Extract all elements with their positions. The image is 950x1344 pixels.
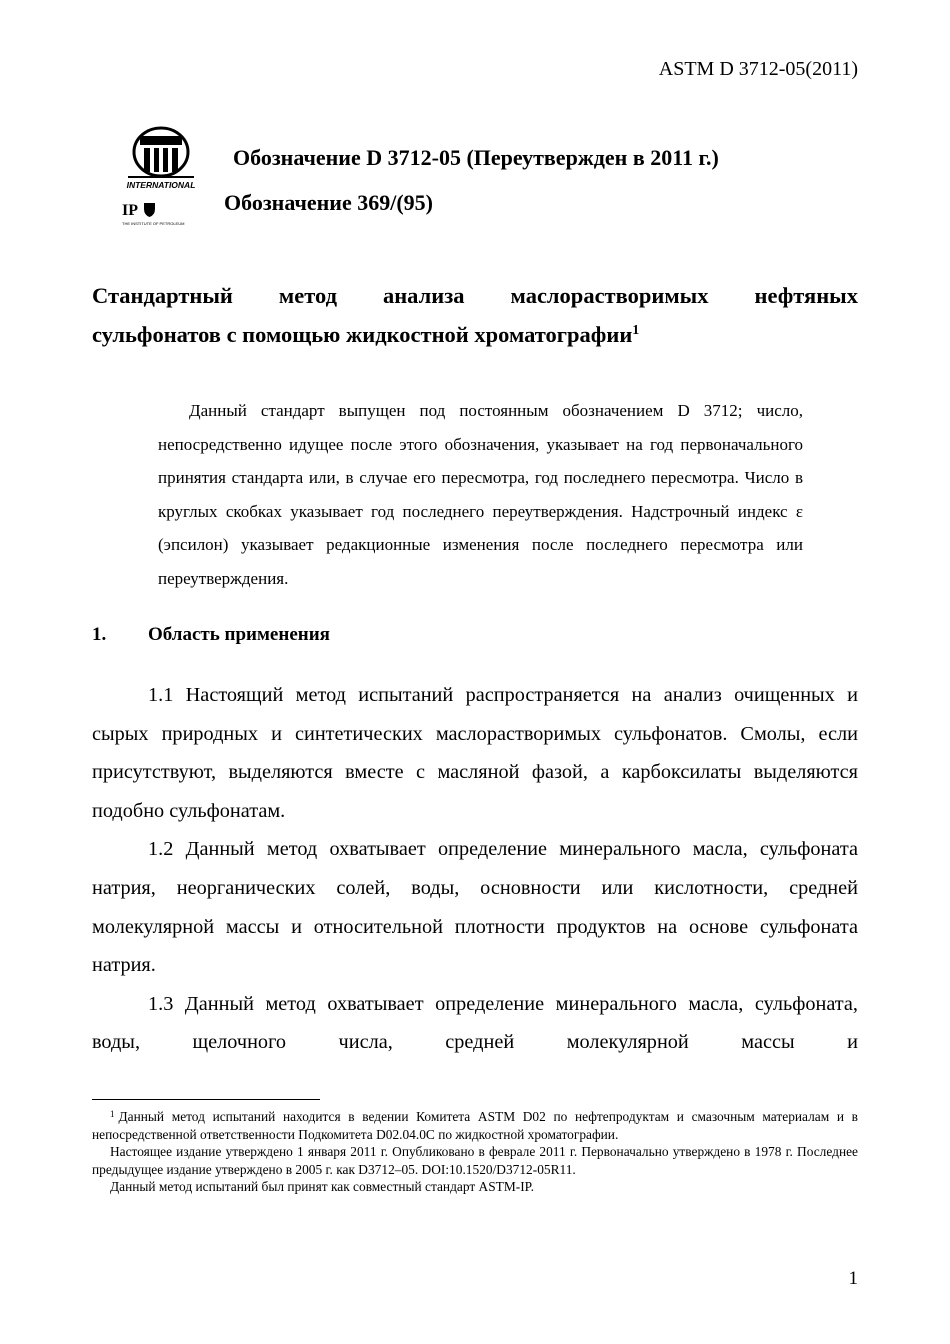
page-number: 1 <box>848 1268 858 1289</box>
footnote-1 <box>92 1108 858 1143</box>
paragraph-1-3: 1.3 Данный метод охватывает определение минерального масла, сульфоната, воды, щелочного числа, средней молекулярной массы и <box>92 992 858 1054</box>
footnote-separator <box>92 1099 320 1100</box>
paragraph-1-1: 1.1 Настоящий метод испытаний распространяется на анализ очищенных и сырых природных и синтетических маслорастворимых сульфонатов. Смолы, если присутствуют, выделяются вместе с масляной фазой, а карбоксилаты выделяются подобно сульфонатам. <box>92 684 858 822</box>
title-line-2 <box>92 315 858 354</box>
footnotes <box>92 1108 858 1196</box>
astm-logo <box>122 126 200 192</box>
paragraph-1-2: 1.2 Данный метод охватывает определение минерального масла, сульфоната натрия, неорганических солей, воды, основности или кислотности, средней молекулярной массы и относительной плотности продуктов на основе сульфоната натрия. <box>92 838 858 977</box>
section-heading <box>92 624 330 646</box>
footnote-3: Данный метод испытаний был принят как совместный стандарт ASTM-IP. <box>110 1179 534 1195</box>
section-title: Область применения <box>148 624 330 645</box>
svg-text:THE INSTITUTE OF PETROLEUM: THE INSTITUTE OF PETROLEUM <box>122 221 185 226</box>
ip-designation: Обозначение 369/(95) <box>224 190 434 215</box>
footnote-1-text: Данный метод испытаний находится в ведении Комитета ASTM D02 по нефтепродуктам и смазочным материалам и в непосредственной ответственности Подкомитета D02.04.0C по жидкостной хроматографии. <box>92 1109 858 1142</box>
footnote-ref: 1 <box>110 1109 115 1119</box>
document-code: ASTM D 3712-05(2011) <box>658 58 858 80</box>
title-line-1: Стандартный метод анализа маслорастворимых нефтяных <box>92 283 858 308</box>
document-title <box>92 276 858 354</box>
title-footnote-ref: 1 <box>632 323 640 338</box>
svg-text:IP: IP <box>122 202 138 219</box>
standard-note: Данный стандарт выпущен под постоянным обозначением D 3712; число, непосредственно идущее после этого обозначения, указывает на год первоначального принятия стандарта или, в случае его пересмотра, год последнего пересмотра. Число в круглых скобках указывает год последнего переутверждения. Надстрочный индекс ε (эпсилон) указывает редакционные изменения после последнего пересмотра или переутверждения. <box>158 401 803 588</box>
section-number: 1. <box>92 624 107 645</box>
section-body <box>92 676 858 1062</box>
ip-logo <box>122 198 185 232</box>
svg-text:INTERNATIONAL: INTERNATIONAL <box>126 180 196 190</box>
footnote-2: Настоящее издание утверждено 1 января 2011 г. Опубликовано в феврале 2011 г. Первоначально утверждено в 1978 г. Последнее предыдущее издание утверждено в 2005 г. как D3712–05. DOI:10.1520/D3712-05R11. <box>92 1144 858 1177</box>
designation: Обозначение D 3712-05 (Переутвержден в 2011 г.) <box>233 145 719 170</box>
title-line-2-text: сульфонатов с помощью жидкостной хроматографии <box>92 322 633 347</box>
